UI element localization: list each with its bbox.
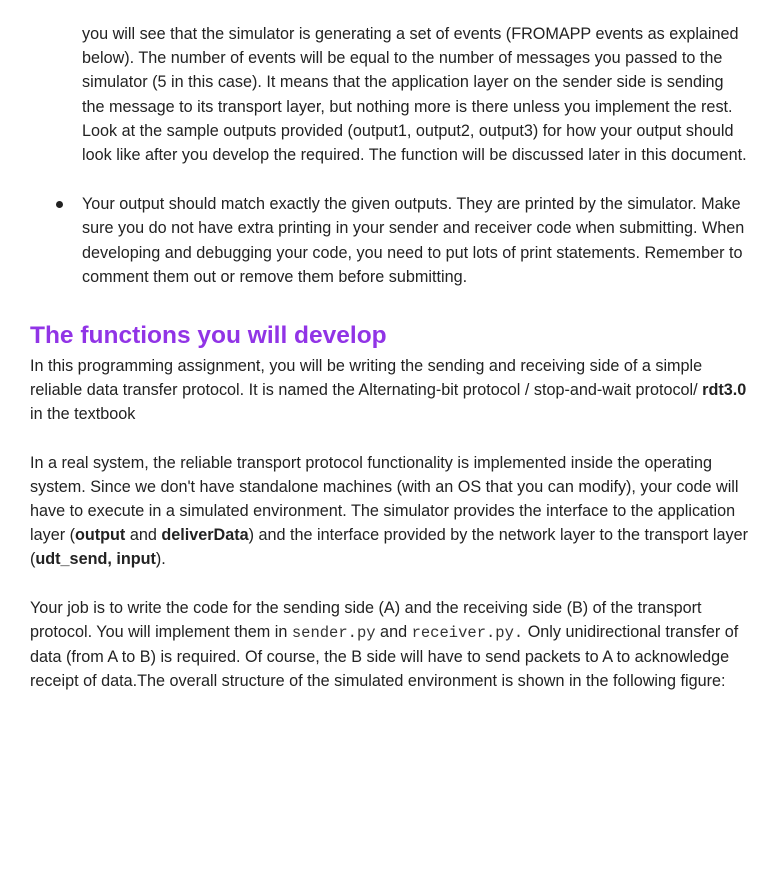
text-span: in the textbook (30, 405, 136, 424)
bullet-paragraph: Your output should match exactly the given outputs. They are printed by the simulator. Make sure you do not have extra printing in your sender and receiver code when submitting. When developing and debugging your code, you need to put lots of print statements. Remember to comment them out or remove them before submitting. (82, 195, 745, 286)
bold-term-deliverdata: deliverData (161, 526, 249, 545)
text-span: In a real system, the reliable transport protocol functionality is implemented inside the operating system. Since we don't have standalone machines (with an OS that you can modify), your code will have to execute in a simulated environment. The simulator provides the interface to the application layer ( (30, 453, 739, 545)
text-span: Your job is to write the code for the sending side (A) and the receiving side (B) of the transport protocol. You will implement them in (30, 598, 702, 641)
code-receiver-py: receiver.py. (411, 623, 524, 642)
code-sender-py: sender.py (291, 623, 376, 642)
section-paragraph-1 (30, 354, 750, 427)
bold-term-udt-send: udt_send, input (35, 550, 156, 569)
section-heading: The functions you will develop (30, 322, 387, 350)
intro-paragraph: you will see that the simulator is generating a set of events (FROMAPP events as explained below). The number of events will be equal to the number of messages you passed to the simulator (5 in this case). It means that the application layer on the sender side is sending the message to its transport layer, but nothing more is there unless you implement the rest. Look at the sample outputs provided (output1, output2, output3) for how your output should look like after you develop the required. The function will be discussed later in this document. (82, 25, 747, 165)
bold-term-rdt: rdt3.0 (702, 381, 747, 400)
text-span: ) and the interface provided by the network layer to the transport layer ( (30, 526, 749, 569)
text-span: Only unidirectional transfer of data (from A to B) is required. Of course, the B side will have to send packets to A to acknowledge receipt of data.The overall structure of the simulated environment is shown in the following figure: (30, 622, 739, 691)
text-span: ). (155, 550, 166, 569)
document-page (30, 22, 750, 693)
bullet-list-item (30, 192, 750, 289)
bold-term-output: output (74, 526, 130, 545)
text-span: and (375, 622, 412, 641)
section-paragraph-3 (30, 596, 750, 694)
text-span: In this programming assignment, you will be writing the sending and receiving side of a simple reliable data transfer protocol. It is named the Alternating-bit protocol / stop-and-wait protocol/ (30, 357, 703, 400)
text-span: and (129, 526, 162, 545)
section-paragraph-2 (30, 451, 750, 572)
bullet-dot-icon (56, 201, 63, 208)
